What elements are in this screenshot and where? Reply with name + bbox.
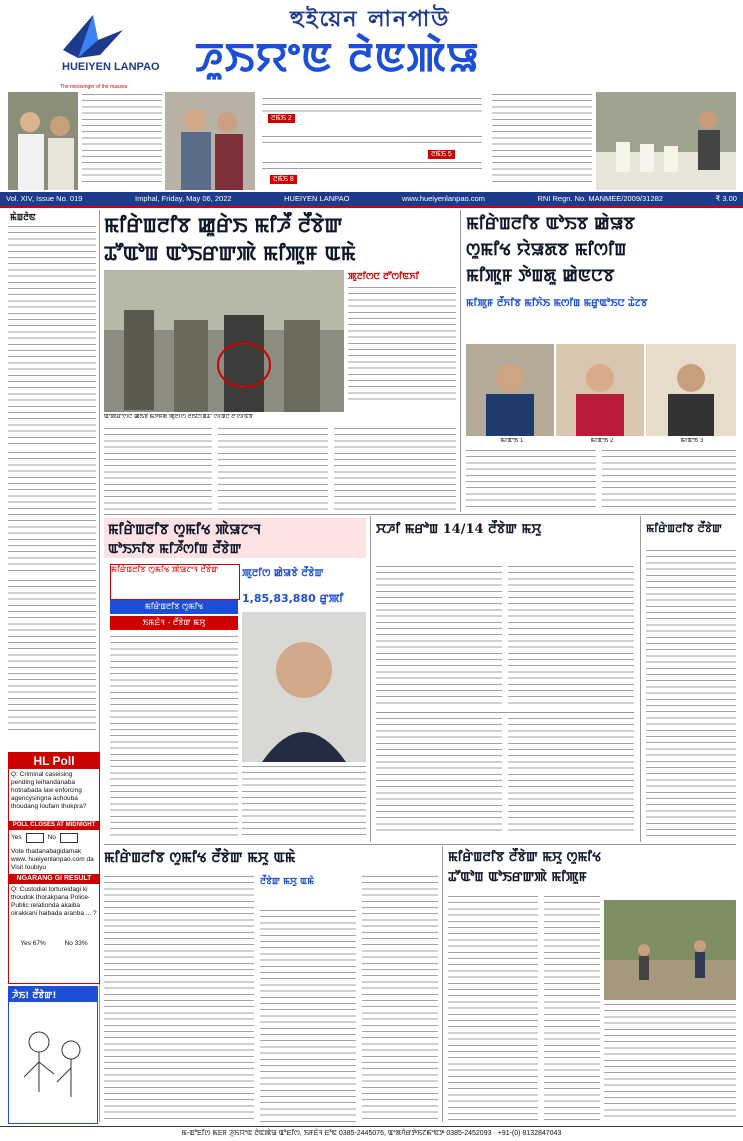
top-story-col-3 [334, 428, 456, 512]
rni-number: RNI Regn. No. MANMEE/2009/31282 [537, 194, 663, 203]
left-column-text-3 [8, 580, 96, 730]
right-story-headline-1: ꯃꯤꯔꯥꯡꯂꯤꯕ ꯑꯣꯏꯕ ꯀꯥꯎꯕ [466, 214, 635, 234]
price: ₹ 3.00 [715, 194, 737, 203]
right-story-col-1 [466, 450, 596, 512]
middle-lower-col-1 [376, 718, 502, 836]
bottom-right-headline-1: ꯃꯤꯔꯥꯡꯂꯤꯕ ꯂꯩꯕꯥꯛ ꯃꯆꯨ ꯁꯨꯃꯤꯠ [448, 850, 601, 865]
top-story-photo [104, 270, 344, 412]
teaser-text-3 [262, 162, 482, 172]
masthead [0, 0, 743, 90]
hl-poll-box [8, 752, 100, 984]
right-photo-3 [646, 344, 736, 436]
left-column-text-2 [8, 452, 96, 572]
middle-blue-box: ꯃꯤꯔꯥꯡꯂꯤꯕ ꯁꯨꯃꯤꯠ [110, 600, 238, 614]
middle-rule-2 [640, 516, 641, 842]
volume-issue: Vol. XIV, Issue No. 019 [6, 194, 83, 203]
poll-vote-text: Vote thadanabagidamak www. hueiyenlanpao.com da Visit toubiyu [11, 848, 94, 871]
middle-left-headline-1: ꯃꯤꯔꯥꯡꯂꯤꯕ ꯁꯨꯃꯤꯠ ꯄꯥꯎꯖꯦꯜ [108, 522, 262, 538]
top-left-text [82, 94, 162, 184]
top-right-photo [596, 92, 736, 190]
middle-rule-1 [370, 516, 371, 842]
bottom-right-headline-2: ꯊꯧꯑꯣꯡ ꯑꯣꯏꯔꯛꯄꯥ ꯃꯤꯄꯨꯝ [448, 870, 587, 885]
hl-poll-title: HL Poll [9, 753, 99, 769]
middle-right-headline: ꯃꯤꯔꯥꯡꯂꯤꯕ ꯂꯩꯕꯥꯛ [646, 522, 722, 535]
middle-amount: 1,85,83,880 ꯔꯨꯄꯤ [242, 592, 344, 605]
teaser-page-3[interactable]: ꯂꯃꯥꯏ 8 [270, 175, 297, 184]
bottom-left-col-2 [260, 910, 356, 1122]
top-story-col-1 [104, 428, 212, 512]
poll-result-question: Q: Custodial tortureidagi ki thoudok thorakpana Police-Public relationda akaiba oirakkani haibada aranba ... ? [11, 886, 97, 917]
right-photo-1 [466, 344, 554, 436]
teaser-text-2 [262, 136, 482, 148]
top-story-caption: ꯑꯣꯄꯔꯦꯁꯅ ꯀꯥꯏꯕ ꯃꯇꯝꯗ ꯄꯨꯂꯤꯁ ꯂꯥꯏꯅꯤꯡꯊꯧ ꯁꯤꯡꯅ ꯂꯧꯁꯤꯟꯕ [104, 414, 253, 420]
top-center-photo [165, 92, 255, 190]
top-story-headline-2: ꯊꯧꯑꯣꯡ ꯑꯣꯏꯔꯛꯄꯥ ꯃꯤꯄꯨꯝ ꯑꯃꯥ [104, 241, 356, 265]
left-section-label: ꯃꯥꯡꯂꯥꯟ [10, 213, 36, 223]
dateline-rule [0, 206, 743, 208]
right-photo-caption-2: ꯃꯤꯑꯣꯏ 2 [590, 438, 614, 444]
right-story-headline-3: ꯃꯤꯄꯨꯝ ꯇꯥꯡꯗꯨ ꯀꯥꯟꯅꯕ [466, 266, 615, 286]
top-story-side-box [348, 272, 456, 410]
cartoon-drawing-icon [9, 1002, 95, 1120]
bottom-rule-vertical [442, 846, 443, 1122]
middle-center-right-headline: ꯆꯍꯤ ꯃꯔꯣꯡ 14/14 ꯂꯩꯕꯥꯛ ꯃꯆꯨ [376, 522, 542, 537]
bottom-right-col-1 [448, 896, 538, 1122]
middle-red-box: ꯃꯤꯔꯥꯡꯂꯤꯕ ꯁꯨꯃꯤꯠ ꯄꯥꯎꯖꯦꯜ ꯂꯩꯕꯥꯛ [110, 564, 240, 600]
top-story-headline-1: ꯃꯤꯔꯥꯡꯂꯤꯕ ꯀꯨꯔꯥꯏ ꯃꯤꯍꯩ ꯂꯩꯕꯥꯛ [104, 213, 343, 237]
footer-imprint: ꯃ-ꯑꯣꯐꯤꯁ ꯃꯐꯝ ꯍꯨꯏꯌꯦꯟ ꯂꯥꯟꯄꯥꯎ ꯑꯣꯐꯤꯁ, ꯏꯝꯐꯥꯜ ꯐꯣꯟ 0385-2445076, ꯑꯦꯗꯚꯥꯔꯇꯥꯏꯖꯃꯦꯟꯇ 0385-2452093 · +91-(0) 8132847043 [0, 1126, 743, 1141]
bottom-right-photo [604, 900, 736, 1000]
right-story-headline-2: ꯁꯨꯃꯤꯠ ꯌꯥꯎꯗꯕ ꯃꯤꯁꯤꯡ [466, 240, 627, 260]
right-photo-2 [556, 344, 644, 436]
left-column-text-1 [8, 226, 96, 446]
side-box-text [348, 287, 456, 405]
top-left-photo [8, 92, 78, 190]
right-story-col-2 [602, 450, 736, 512]
side-box-title: ꯄꯨꯂꯤꯁꯅ ꯂꯧꯁꯤꯟꯈꯤ [348, 272, 419, 282]
middle-portrait [242, 612, 366, 762]
poll-yes-percent: Yes 67% [20, 940, 46, 947]
top-story-col-2 [218, 428, 328, 512]
middle-center-headline: ꯄꯨꯂꯤꯁ ꯀꯥꯎꯕꯥ ꯂꯩꯕꯥꯛ [242, 568, 324, 579]
bottom-right-col-2 [544, 896, 600, 1122]
poll-no-percent: No 33% [64, 940, 88, 947]
bengali-nameplate: হুইয়েন লানপাউ [290, 6, 451, 32]
bottom-left-subhead: ꯂꯩꯕꯥꯛ ꯃꯆꯨ ꯑꯃꯥ [260, 877, 314, 887]
middle-lower-col-2 [508, 718, 634, 836]
top-right-text [492, 94, 592, 184]
cartoon-title: ꯍꯥꯏ! ꯂꯩꯕꯥꯛ! [9, 987, 97, 1002]
bottom-left-col-3 [362, 876, 438, 1122]
poll-closes: POLL CLOSES AT MIDNIGHT [9, 821, 99, 830]
bottom-rule [104, 844, 736, 845]
paper-name: HUEIYEN LANPAO [284, 194, 350, 203]
website-link[interactable]: www.hueiyenlanpao.com [401, 194, 485, 203]
middle-right-text [646, 550, 736, 836]
right-photo-caption-1: ꯃꯤꯑꯣꯏ 1 [500, 438, 524, 444]
teaser-page-2[interactable]: ꯂꯃꯥꯏ 5 [428, 150, 455, 159]
middle-center-text [242, 766, 366, 838]
teaser-panel [258, 92, 488, 190]
logo-tagline: The messenger of the masses [60, 84, 128, 90]
place-date: Imphal, Friday, May 06, 2022 [135, 194, 232, 203]
right-story-subhead: ꯃꯤꯄꯨꯝ ꯂꯩꯈꯤꯕ ꯃꯤꯈꯥꯏ ꯃꯁꯤꯡ ꯃꯔꯨꯑꯣꯏꯅ ꯊꯥꯖꯕ [466, 298, 648, 309]
teaser-text-1 [262, 98, 482, 112]
middle-sub-rule [376, 712, 634, 713]
teaser-page-1[interactable]: ꯂꯃꯥꯏ 2 [268, 114, 295, 123]
middle-center-right-col-1 [376, 566, 502, 706]
middle-center-right-col-2 [508, 566, 634, 706]
poll-question: Q: Criminal caseising pending leihandanaba hotnabada law enforcing agencysingna achouba thoudang loufam thokpra? [11, 771, 87, 810]
meitei-nameplate: ꯍꯨꯏꯌꯦꯟ ꯂꯥꯟꯄꯥꯎ [195, 34, 480, 80]
left-column-rule [99, 210, 100, 1122]
bottom-right-col-3 [604, 1004, 736, 1122]
cartoon-box [8, 986, 98, 1124]
poll-yes-checkbox[interactable] [26, 833, 44, 843]
poll-no-label: No [47, 834, 56, 841]
poll-yes-label: Yes [11, 834, 22, 841]
middle-left-text [110, 636, 238, 836]
bottom-left-col-1 [104, 876, 254, 1122]
middle-rule [104, 514, 736, 515]
middle-red-box-2: ꯏꯃꯐꯥꯜ - ꯂꯩꯕꯥꯛ ꯃꯆꯨ [110, 616, 238, 630]
poll-no-checkbox[interactable] [60, 833, 78, 843]
poll-result-title: NGARANG GI RESULT [9, 874, 99, 884]
dateline-bar [0, 192, 743, 206]
bottom-left-headline: ꯃꯤꯔꯥꯡꯂꯤꯕ ꯁꯨꯃꯤꯠ ꯂꯩꯕꯥꯛ ꯃꯆꯨ ꯑꯃꯥ [104, 850, 296, 866]
center-rule [460, 210, 461, 512]
logo-text: HUEIYEN LANPAO [62, 61, 160, 73]
middle-left-headline-2: ꯑꯣꯏꯈꯤꯕ ꯃꯤꯍꯩꯁꯤꯡ ꯂꯩꯕꯥꯛ [108, 542, 242, 557]
right-photo-caption-3: ꯃꯤꯑꯣꯏ 3 [680, 438, 704, 444]
